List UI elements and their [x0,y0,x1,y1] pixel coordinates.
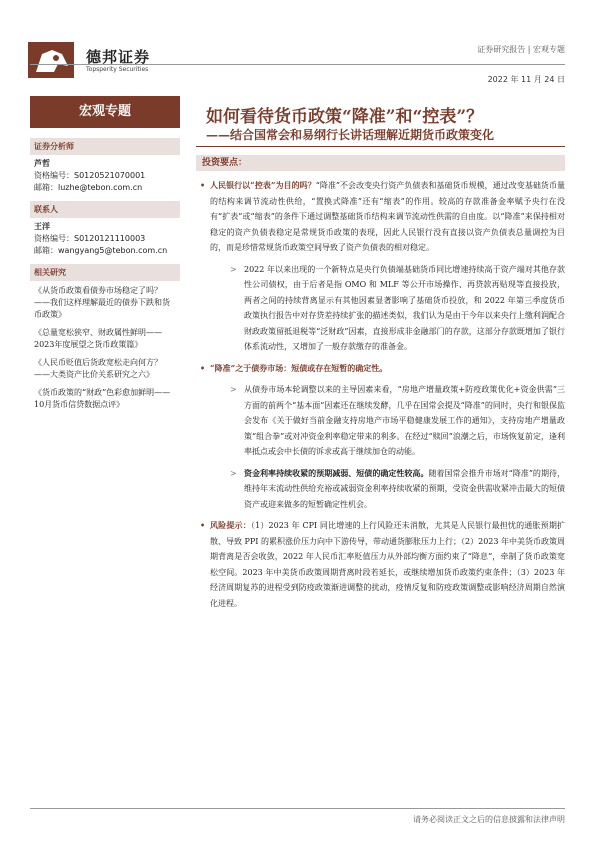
point-2-sub-2 [200,466,565,513]
point-1-lead: 人民银行以“控表”为目的吗？ [210,180,316,190]
logo-text: 德邦证券 [86,48,151,66]
analyst-heading: 证券分析师 [30,138,180,155]
related-heading: 相关研究 [30,264,180,281]
point-2-sub-1 [200,382,565,460]
related-item[interactable]: 《货币政策的“财政”色彩愈加鲜明——10月货币信贷数据点评》 [34,388,171,409]
title-divider [196,146,565,147]
arrow-bullet-icon: > [230,468,237,478]
contact-license: 资格编号：S0120121110003 [34,234,146,243]
analyst-license: 资格编号：S0120521070001 [34,171,146,180]
point-1 [200,178,565,256]
report-type-label: 证券研究报告 | 宏观专题 [477,45,565,54]
report-title: 如何看待货币政策“降准”和“控表”？ [206,107,484,127]
related-item[interactable]: 《从货币政策看债券市场稳定了吗？——我们这样理解最近的债券下跌和货币政策》 [34,286,170,319]
contact-name: 王洋 [34,222,50,231]
sidebar-badge: 宏观专题 [30,96,180,128]
analyst-email[interactable]: 邮箱：luzhe@tebon.com.cn [34,183,143,192]
key-points-heading: 投资要点： [196,155,565,171]
point-2-sub-2-lead: 资金利率持续收紧的预期减弱、短债的确定性较高。 [244,467,429,478]
report-body [200,178,565,617]
related-item[interactable]: 《总量宽松狭窄、财政属性鲜明——2023年度展望之货币政策篇》 [34,328,162,349]
header-divider [30,64,565,65]
point-1-text: “降准”不会改变央行资产负债表和基础货币规模，通过改变基础货币量的结构来调节流动性供给，“置换式降准”还有“缩表”的作用。较高的存款准备金率赋予央行在没有“扩表”或“缩表”的条件下通过调整基础货币结构来调节流动性供需的自由度。以“降准”来保持相对稳定的资产负债表稳定是常规货币政策的表现，因此人民银行没有直接以资产负债表总量调控为目的，而是珍惜常规货币政策空间导致了资产负债表的相对稳定。 [210,181,565,252]
point-2-sub-2-text: 随着国常会推升市场对“降准”的期待，维持年末流动性供给充裕或减弱资金利率持续收紧的预期，受资金供需收紧冲击最大的短债资产或迎来做多的短暂确定性机会。 [244,468,565,509]
analyst-info [30,155,180,197]
logo-mark [28,42,74,78]
footer-disclaimer: 请务必阅读正文之后的信息披露和法律声明 [413,815,565,824]
point-1-sub-text: 2022 年以来出现的一个新特点是央行负债端基础货币同比增速持续高于资产端对其他存款性公司债权，由于后者是指 OMO 和 MLF 等公开市场操作、再贷款再贴现等直接投放，两者之间的持续背离显示有其他因素显著影响了基础货币投放，和 2022 年第三季度货币政策执行报告中对存贷差持续扩张的描述类似，我们认为是由于今年以来央行上缴利润配合财政政策留抵退税等“泛财政”因素，直接形成非金融部门的存款，这部分存款既增加了银行体系流动性，又增加了一般存款缴存的准备金。 [244,264,565,351]
sidebar [30,134,180,413]
arrow-bullet-icon: > [230,385,237,394]
risk-lead: 风险提示： [210,520,251,530]
footer-divider [30,808,565,809]
arrow-bullet-icon: > [230,264,237,274]
point-2-sub-1-text: 从债券市场本轮调整以来的主导因素来看，“房地产增量政策+防疫政策优化+资金供需”三方面的前两个“基本面”因素还在继续发酵，几乎在国常会提及“降准”的同时，央行和银保监会发布《关于做好当前金融支持房地产市场平稳健康发展工作的通知》，支持房地产增量政策“组合拳”或对冲资金利率稳定带来的利多。在经过“赎回”浪潮之后，市场恢复前定，逢利率抵点或会中长债的诉求或高于继续加仓的动能。 [244,385,565,456]
risk-text: （1）2023 年 CPI 同比增速的上行风险还未消散，尤其是人民银行最担忧的通胀预期扩散、导致 PPI 的累积涨价压力向中下游传导，带动通货膨胀压力上行；（2）2023 年中美货币政策周期背离是否会收敛，2022 年人民币汇率贬值压力从外部均衡方面约束了“降息”，牵制了货币政策宽松空间。2023 年中美货币政策周期背离时段若延长，或继续增加货币政策约束条件；（3）2023 年经济周期复苏的进程受到防疫政策渐进调整的扰动，疫情反复和防疫政策调整或影响经济周期自然演化进程。 [210,521,565,608]
point-2 [200,361,565,377]
bullet-icon: • [200,362,206,373]
risk-warning [200,518,565,611]
point-2-lead: “降准”之于债券市场：短债或存在短暂的确定性。 [210,362,388,373]
point-1-sub [200,262,565,355]
bullet-icon: • [200,520,206,530]
contact-email[interactable]: 邮箱：wangyang5@tebon.com.cn [34,246,168,255]
bullet-icon: • [200,180,206,190]
contact-info [30,218,180,260]
analyst-name: 芦哲 [34,159,50,168]
report-date: 2022 年 11 月 24 日 [487,75,565,84]
report-subtitle: ——结合国常会和易纲行长讲话理解近期货币政策变化 [206,128,495,142]
contact-heading: 联系人 [30,201,180,218]
logo-subtext: Topsperity Securities [86,66,149,73]
related-item[interactable]: 《人民币贬值后货政宽松走向何方？——大类资产比价关系研究之六》 [34,358,162,379]
